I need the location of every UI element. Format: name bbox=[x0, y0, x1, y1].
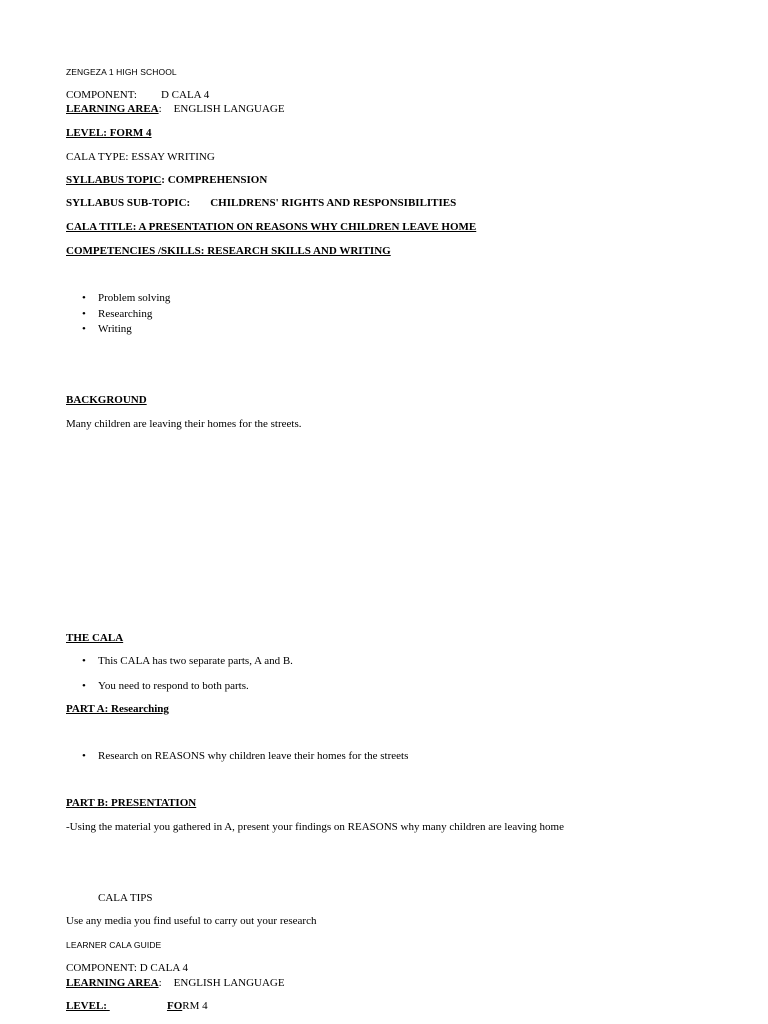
learner-guide-level bbox=[66, 999, 208, 1013]
learner-guide-level-label: LEVEL: bbox=[66, 1000, 107, 1012]
the-cala-heading: THE CALA bbox=[66, 632, 124, 644]
part-b-heading: PART B: PRESENTATION bbox=[66, 797, 197, 809]
syllabus-topic-value: : COMPREHENSION bbox=[161, 174, 268, 186]
learner-guide-learning-area-label: LEARNING AREA bbox=[66, 977, 159, 989]
syllabus-subtopic-label: SYLLABUS SUB-TOPIC: bbox=[66, 197, 191, 209]
school-name: ZENGEZA 1 HIGH SCHOOL bbox=[66, 67, 177, 77]
component-label: COMPONENT: bbox=[66, 89, 137, 101]
learning-area-line bbox=[66, 102, 285, 116]
learning-area-value: ENGLISH LANGUAGE bbox=[173, 103, 285, 115]
cala-tips-heading: CALA TIPS bbox=[98, 892, 153, 904]
learner-guide-learning-area-colon: : bbox=[158, 977, 162, 989]
cala-type: CALA TYPE: ESSAY WRITING bbox=[66, 151, 215, 163]
part-a-item: • Research on REASONS why children leave their homes for the streets bbox=[98, 749, 408, 763]
skill-item: • Writing bbox=[98, 322, 132, 336]
syllabus-topic-label: SYLLABUS TOPIC bbox=[66, 174, 162, 186]
level-gap bbox=[107, 999, 167, 1013]
part-a-heading: PART A: Researching bbox=[66, 703, 169, 715]
learning-area-label: LEARNING AREA bbox=[66, 103, 159, 115]
cala-title: CALA TITLE: A PRESENTATION ON REASONS WHY CHILDREN LEAVE HOME bbox=[66, 221, 477, 233]
level-heading: LEVEL: FORM 4 bbox=[66, 127, 152, 139]
learner-guide-component: COMPONENT: D CALA 4 bbox=[66, 962, 188, 974]
syllabus-subtopic-value: CHILDRENS' RIGHTS AND RESPONSIBILITIES bbox=[210, 197, 457, 209]
cala-tips-text: Use any media you find useful to carry out your research bbox=[66, 915, 317, 927]
learner-guide-learning-area-value: ENGLISH LANGUAGE bbox=[173, 977, 285, 989]
competencies-heading: COMPETENCIES /SKILLS: RESEARCH SKILLS AND WRITING bbox=[66, 245, 391, 257]
the-cala-item: • You need to respond to both parts. bbox=[98, 679, 249, 693]
component-value: D CALA 4 bbox=[160, 89, 210, 101]
part-b-text: -Using the material you gathered in A, present your findings on REASONS why many children are leaving home bbox=[66, 821, 564, 833]
learner-guide-learning-area bbox=[66, 976, 285, 990]
component-line bbox=[66, 88, 209, 102]
background-text: Many children are leaving their homes for the streets. bbox=[66, 418, 302, 430]
learner-guide-title: LEARNER CALA GUIDE bbox=[66, 940, 162, 950]
the-cala-item: • This CALA has two separate parts, A and B. bbox=[98, 654, 293, 668]
learner-guide-level-rm: RM 4 bbox=[182, 1000, 208, 1012]
learning-area-colon: : bbox=[158, 103, 162, 115]
skill-item: • Researching bbox=[98, 307, 152, 321]
background-heading: BACKGROUND bbox=[66, 394, 147, 406]
skill-item: • Problem solving bbox=[98, 291, 170, 305]
syllabus-topic-line bbox=[66, 173, 267, 187]
learner-guide-level-fo: FO bbox=[166, 1000, 183, 1012]
syllabus-subtopic-line bbox=[66, 196, 456, 210]
